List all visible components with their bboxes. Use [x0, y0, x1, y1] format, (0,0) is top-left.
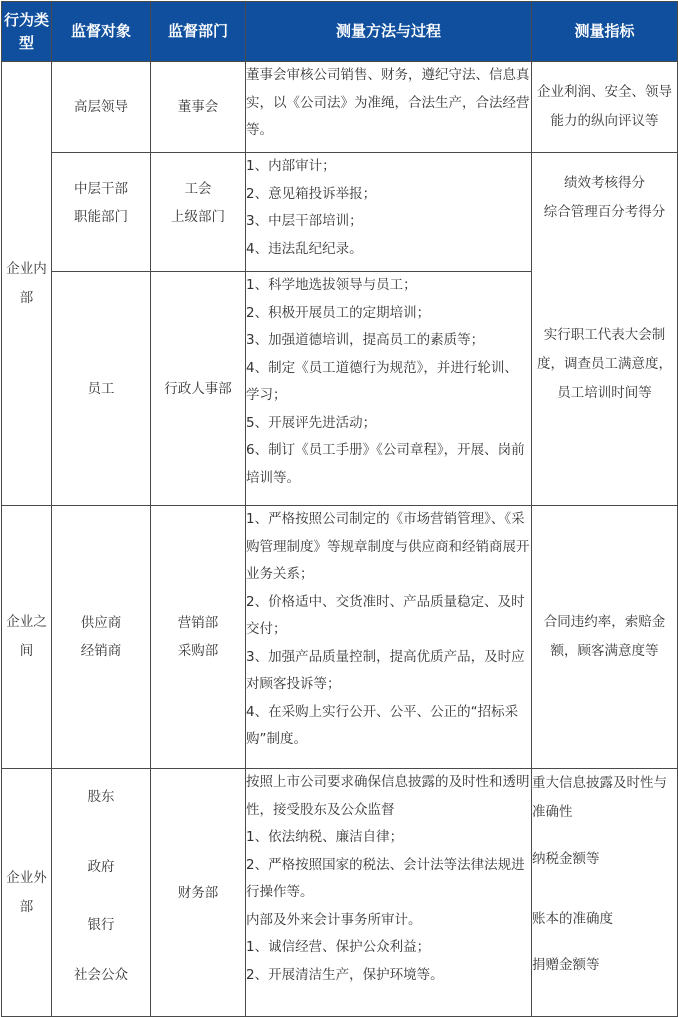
table-row [2, 62, 678, 153]
method-line: 6、制订《员工手册》《公司章程》，开展、岗前培训等。 [246, 442, 525, 486]
indicator-cell [532, 769, 678, 1017]
department-cell: 行政人事部 [151, 272, 246, 506]
indicator-line: 重大信息披露及时性与准确性 [532, 775, 667, 820]
department-cell [151, 506, 246, 769]
department-cell: 财务部 [151, 769, 246, 1017]
object-line: 职能部门 [74, 209, 128, 225]
method-line: 1、内部审计； [246, 158, 336, 174]
header-supervised-object: 监督对象 [52, 2, 151, 62]
header-behavior-type: 行为类型 [2, 2, 52, 62]
department-line: 工会 [184, 181, 212, 197]
method-line: 3、加强道德培训，提高员工的素质等； [246, 332, 485, 348]
header-indicator: 测量指标 [532, 2, 678, 62]
indicator-cell: 企业利润、安全、领导能力的纵向评议等 [532, 62, 678, 153]
supervision-table [1, 1, 678, 1017]
method-line: 3、中层干部培训； [246, 213, 363, 229]
indicator-line: 捐赠金额等 [532, 957, 600, 973]
indicator-cell [532, 153, 678, 506]
object-line: 银行 [87, 917, 115, 933]
method-line: 1、依法纳税、廉洁自律； [246, 829, 404, 845]
department-cell [151, 153, 246, 272]
indicator-line: 综合管理百分考得分 [543, 204, 666, 220]
object-cell [52, 153, 151, 272]
method-line: 2、价格适中、交货准时、产品质量稳定、及时交付； [246, 593, 525, 637]
method-cell [246, 153, 532, 272]
method-line: 5、开展评先进活动； [246, 414, 377, 431]
method-line: 1、科学地选拔领导与员工； [246, 277, 417, 293]
method-line: 4、制定《员工道德行为规范》，并进行轮训、学习； [246, 359, 518, 403]
method-line: 2、积极开展员工的定期培训； [246, 304, 431, 321]
object-line: 中层干部 [74, 181, 128, 197]
department-line: 营销部 [177, 615, 219, 631]
object-cell [52, 769, 151, 1017]
method-cell [246, 272, 532, 506]
category-between: 企业之间 [2, 506, 52, 769]
object-line: 供应商 [80, 615, 122, 631]
method-line: 4、在采购上实行公开、公平、公正的“招标采购”制度。 [246, 703, 519, 747]
method-cell [246, 769, 532, 1017]
method-line: 1、诚信经营、保护公众利益； [246, 939, 431, 955]
object-cell: 员工 [52, 272, 151, 506]
method-line: 2、严格按照国家的税法、会计法等法律法规进行操作等。 [246, 856, 525, 900]
object-line: 股东 [87, 789, 115, 805]
object-cell: 高层领导 [52, 62, 151, 153]
method-line: 内部及外来会计事务所审计。 [246, 911, 422, 928]
object-cell [52, 506, 151, 769]
object-line: 社会公众 [74, 967, 128, 983]
table-row [2, 506, 678, 769]
header-row [2, 2, 678, 62]
category-external: 企业外部 [2, 769, 52, 1017]
method-line: 1、严格按照公司制定的《市场营销管理》、《采购管理制度》等规章制度与供应商和经销商展开业务关系； [246, 511, 530, 582]
method-line: 3、加强产品质量控制，提高优质产品，及时应对顾客投诉等； [246, 648, 525, 692]
method-line: 按照上市公司要求确保信息披露的及时性和透明性，接受股东及公众监督 [246, 774, 530, 818]
indicator-line: 绩效考核得分 [564, 175, 645, 191]
table-row [2, 769, 678, 1017]
indicator-line: 实行职工代表大会制度，调查员工满意度，员工培训时间等 [537, 327, 672, 401]
department-line: 采购部 [177, 643, 219, 659]
header-method-process: 测量方法与过程 [246, 2, 532, 62]
method-line: 2、意见箱投诉举报； [246, 185, 377, 202]
object-line: 政府 [87, 859, 115, 875]
indicator-cell: 合同违约率，索赔金额，顾客满意度等 [532, 506, 678, 769]
header-supervising-department: 监督部门 [151, 2, 246, 62]
table-row [2, 153, 678, 272]
department-line: 上级部门 [171, 209, 225, 225]
indicator-line: 账本的准确度 [532, 911, 613, 927]
department-cell: 董事会 [151, 62, 246, 153]
method-line: 2、开展清洁生产，保护环境等。 [246, 966, 444, 983]
method-cell [246, 506, 532, 769]
method-line: 4、违法乱纪纪录。 [246, 240, 363, 257]
category-internal: 企业内部 [2, 62, 52, 506]
method-cell: 董事会审核公司销售、财务，遵纪守法、信息真实，以《公司法》为准绳，合法生产，合法经营等。 [246, 62, 532, 153]
indicator-line: 纳税金额等 [532, 851, 600, 867]
object-line: 经销商 [80, 643, 122, 659]
